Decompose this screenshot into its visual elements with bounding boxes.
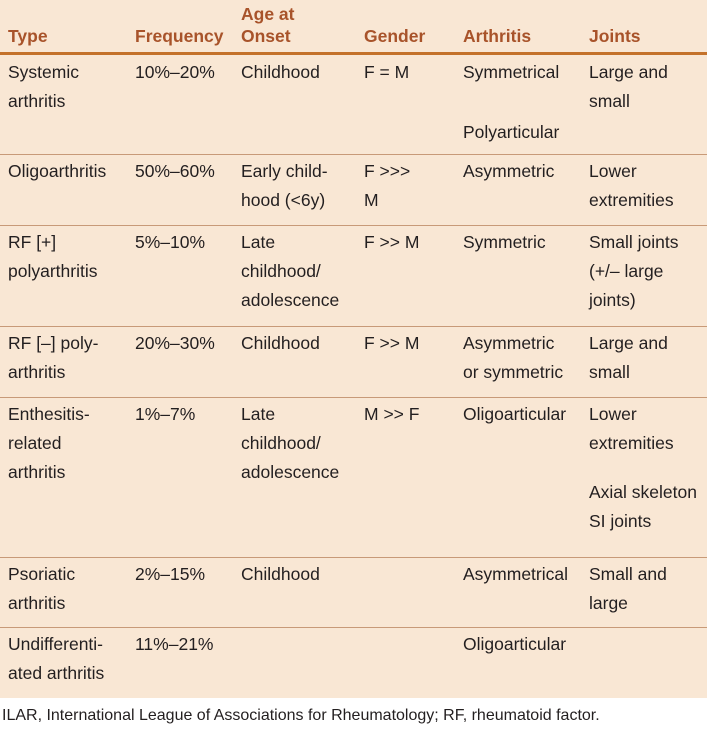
- cell-text: (+/– large: [589, 261, 664, 281]
- cell-age: [241, 560, 320, 589]
- cell-text: adolescence: [241, 462, 340, 482]
- cell-text: M >> F: [364, 404, 420, 424]
- cell-joints: [589, 228, 678, 315]
- cell-text: 50%–60%: [135, 161, 215, 181]
- header-age-line1: Age at: [241, 4, 295, 24]
- cell-text: RF [–] poly-: [8, 333, 99, 353]
- cell-text: 20%–30%: [135, 333, 215, 353]
- cell-text: Oligoarthritis: [8, 161, 107, 181]
- cell-joints: [589, 560, 667, 618]
- cell-text: childhood/: [241, 261, 321, 281]
- cell-text: Childhood: [241, 62, 320, 82]
- cell-text: Large and: [589, 333, 668, 353]
- cell-text: 11%–21%: [135, 634, 214, 654]
- cell-gender: [364, 228, 419, 257]
- cell-text: small: [589, 91, 630, 111]
- cell-joints: [589, 58, 668, 116]
- cell-arthritis: [463, 400, 566, 429]
- cell-text: Small joints: [589, 232, 679, 252]
- cell-text: Symmetrical: [463, 62, 560, 82]
- cell-text: 2%–15%: [135, 564, 206, 584]
- cell-text: Psoriatic: [8, 564, 76, 584]
- cell-frequency: [135, 228, 205, 257]
- cell-text: M: [364, 190, 379, 210]
- cell-text: Late: [241, 404, 276, 424]
- cell-arthritis: [463, 157, 554, 186]
- cell-text: Lower: [589, 404, 637, 424]
- cell-text: arthritis: [8, 593, 66, 613]
- cell-text: 5%–10%: [135, 232, 206, 252]
- cell-text: Enthesitis-: [8, 404, 90, 424]
- cell-text: F >> M: [364, 333, 420, 353]
- cell-text: Asymmetrical: [463, 564, 569, 584]
- cell-text: Oligoarticular: [463, 404, 567, 424]
- cell-arthritis: [463, 630, 566, 659]
- cell-age: [241, 228, 339, 315]
- cell-text: RF [+]: [8, 232, 57, 252]
- table-row: [0, 154, 707, 226]
- cell-text: arthritis: [8, 362, 66, 382]
- cell-frequency: [135, 400, 195, 429]
- cell-text: Lower: [589, 161, 637, 181]
- cell-text: Asymmetric: [463, 161, 555, 181]
- cell-type: [8, 329, 98, 387]
- header-age-at-onset: [241, 3, 294, 47]
- cell-text: Childhood: [241, 333, 320, 353]
- cell-arthritis-extra: [463, 118, 559, 147]
- cell-frequency: [135, 630, 214, 659]
- table-row: [0, 557, 707, 628]
- header-joints: Joints: [589, 26, 641, 46]
- table-row: [0, 225, 707, 327]
- cell-text: polyarthritis: [8, 261, 98, 281]
- cell-arthritis: [463, 58, 559, 87]
- cell-text: Childhood: [241, 564, 320, 584]
- cell-type: [8, 58, 79, 116]
- cell-text: Systemic: [8, 62, 79, 82]
- cell-text: Undifferenti-: [8, 634, 104, 654]
- cell-joints: [589, 400, 674, 458]
- cell-text: F = M: [364, 62, 410, 82]
- cell-text: childhood/: [241, 433, 321, 453]
- cell-text: joints): [589, 290, 636, 310]
- cell-text: related: [8, 433, 62, 453]
- cell-text: Small and: [589, 564, 667, 584]
- table-row: [0, 326, 707, 398]
- cell-gender: [364, 329, 419, 358]
- table-row: [0, 55, 707, 155]
- cell-text: arthritis: [8, 91, 66, 111]
- cell-text: SI joints: [589, 511, 652, 531]
- cell-gender: [364, 58, 409, 87]
- cell-age: [241, 329, 320, 358]
- cell-type: [8, 560, 75, 618]
- cell-text: Axial skeleton: [589, 482, 697, 502]
- cell-text: extremities: [589, 433, 674, 453]
- cell-frequency: [135, 58, 215, 87]
- cell-text: Symmetric: [463, 232, 546, 252]
- cell-gender: [364, 400, 419, 429]
- cell-joints: [589, 329, 668, 387]
- cell-text: hood (<6y): [241, 190, 326, 210]
- cell-age: [241, 58, 320, 87]
- cell-text: large: [589, 593, 628, 613]
- header-gender: Gender: [364, 26, 426, 46]
- cell-age: [241, 400, 339, 487]
- table-footnote: ILAR, International League of Associations for Rheumatology; RF, rheumatoid factor.: [2, 707, 600, 724]
- cell-text: F >>>: [364, 161, 411, 181]
- table-header-row: [0, 0, 707, 55]
- cell-text: extremities: [589, 190, 674, 210]
- cell-text: ated arthritis: [8, 663, 105, 683]
- cell-type: [8, 400, 90, 487]
- cell-text: Early child-: [241, 161, 328, 181]
- cell-gender: [364, 157, 410, 215]
- cell-text: 1%–7%: [135, 404, 196, 424]
- cell-text: Polyarticular: [463, 122, 560, 142]
- cell-joints: [589, 157, 674, 215]
- header-age-line2: Onset: [241, 26, 291, 46]
- cell-text: 10%–20%: [135, 62, 215, 82]
- cell-text: adolescence: [241, 290, 340, 310]
- cell-frequency: [135, 157, 215, 186]
- cell-text: Large and: [589, 62, 668, 82]
- cell-text: small: [589, 362, 630, 382]
- table-row: [0, 627, 707, 698]
- header-arthritis: Arthritis: [463, 26, 532, 46]
- header-frequency: Frequency: [135, 26, 224, 46]
- cell-text: arthritis: [8, 462, 66, 482]
- cell-text: or symmetric: [463, 362, 564, 382]
- cell-arthritis: [463, 329, 563, 387]
- cell-age: [241, 157, 328, 215]
- cell-type: [8, 630, 104, 688]
- cell-text: Oligoarticular: [463, 634, 567, 654]
- cell-text: Late: [241, 232, 276, 252]
- table-row: [0, 397, 707, 558]
- cell-frequency: [135, 329, 215, 358]
- cell-joints-extra: [589, 478, 697, 536]
- cell-text: Asymmetric: [463, 333, 555, 353]
- cell-type: [8, 228, 97, 286]
- cell-text: F >> M: [364, 232, 420, 252]
- cell-arthritis: [463, 560, 568, 589]
- cell-arthritis: [463, 228, 546, 257]
- cell-frequency: [135, 560, 205, 589]
- header-type: Type: [8, 26, 48, 46]
- cell-type: [8, 157, 106, 186]
